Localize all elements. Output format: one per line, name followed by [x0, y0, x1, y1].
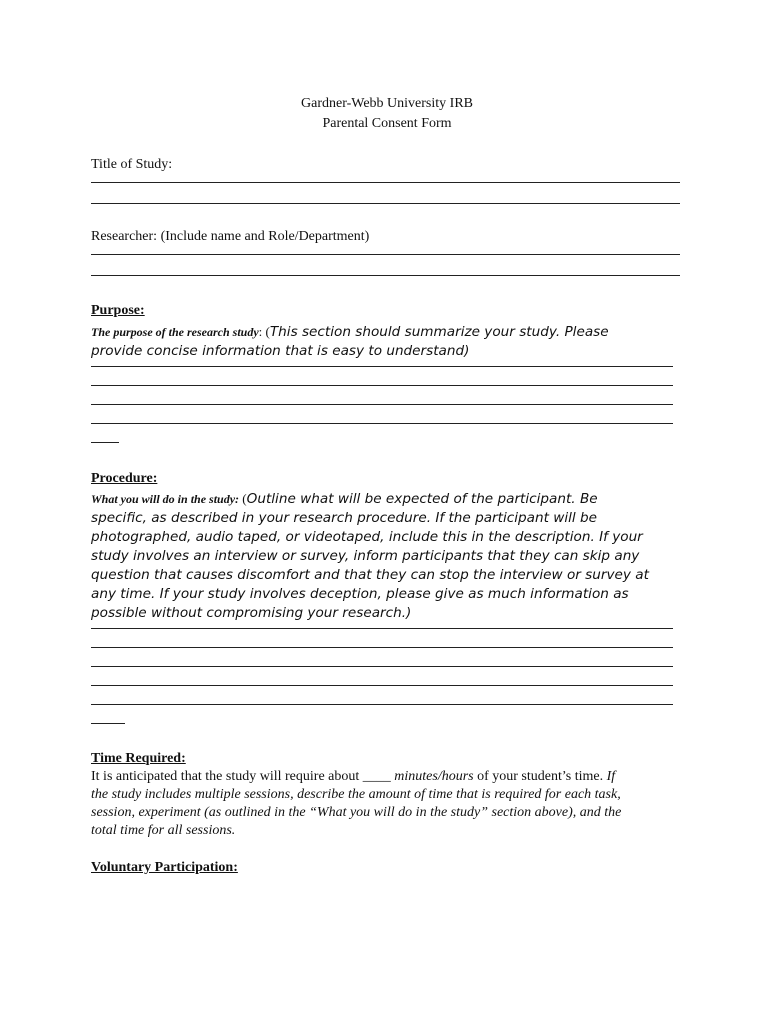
procedure-note-4: study involves an interview or survey, inform participants that they can skip any: [91, 548, 640, 564]
procedure-lines[interactable]: [91, 628, 683, 724]
time-required-heading: Time Required:: [91, 751, 186, 766]
procedure-lead-punct: (: [239, 491, 247, 506]
blank-line[interactable]: [91, 254, 680, 255]
procedure-note-1: Outline what will be expected of the participant. Be: [246, 491, 598, 507]
blank-line[interactable]: [91, 628, 673, 629]
purpose-note-line: [91, 322, 683, 342]
title-of-study-label: Title of Study:: [91, 157, 173, 172]
blank-line[interactable]: [91, 723, 125, 724]
blank-line[interactable]: [91, 423, 673, 424]
procedure-heading: Procedure:: [91, 471, 158, 486]
procedure-note-line: [91, 489, 683, 509]
procedure-lead: What you will do in the study:: [91, 492, 240, 506]
blank-line[interactable]: [91, 404, 673, 405]
time-required-text: [91, 768, 683, 840]
researcher-label: Researcher: (Include name and Role/Department): [91, 229, 370, 244]
blank-line[interactable]: [91, 366, 673, 367]
time-line-1: [91, 768, 683, 786]
time-text-units: minutes/hours: [394, 769, 474, 784]
time-line-4: total time for all sessions.: [91, 823, 236, 838]
time-line-3: session, experiment (as outlined in the “What you will do in the study” section above), and the: [91, 805, 622, 820]
blank-line[interactable]: [91, 666, 673, 667]
blank-line[interactable]: [91, 182, 680, 183]
purpose-lines[interactable]: [91, 366, 683, 443]
purpose-lead-punct: : (: [258, 324, 270, 339]
consent-form-page: [91, 94, 683, 877]
procedure-note-7: possible without compromising your research.): [91, 605, 412, 621]
time-text-a: It is anticipated that the study will require about ____: [91, 769, 395, 784]
procedure-note-5: question that causes discomfort and that they can stop the interview or survey at: [91, 567, 649, 583]
blank-line[interactable]: [91, 203, 680, 204]
purpose-note-2: provide concise information that is easy to understand): [91, 343, 470, 359]
time-text-d: If: [606, 769, 616, 784]
procedure-note-6: any time. If your study involves deception, please give as much information as: [91, 586, 629, 602]
procedure-note-2: specific, as described in your research procedure. If the participant will be: [91, 510, 597, 526]
blank-line[interactable]: [91, 442, 119, 443]
form-header: [91, 94, 683, 134]
purpose-lead: The purpose of the research study: [91, 325, 259, 339]
voluntary-participation-heading: Voluntary Participation:: [91, 860, 238, 875]
purpose-description: [91, 322, 683, 361]
blank-line[interactable]: [91, 275, 680, 276]
blank-line[interactable]: [91, 647, 673, 648]
blank-line[interactable]: [91, 385, 673, 386]
blank-line[interactable]: [91, 685, 673, 686]
purpose-note-1: This section should summarize your study. Please: [269, 324, 609, 340]
purpose-heading: Purpose:: [91, 303, 145, 318]
time-line-2: the study includes multiple sessions, describe the amount of time that is required for each task,: [91, 787, 621, 802]
researcher-lines[interactable]: [91, 254, 683, 276]
blank-line[interactable]: [91, 704, 673, 705]
form-title: Parental Consent Form: [322, 116, 452, 131]
university-title: Gardner-Webb University IRB: [301, 96, 473, 111]
title-of-study-lines[interactable]: [91, 182, 683, 204]
procedure-note-3: photographed, audio taped, or videotaped, include this in the description. If your: [91, 529, 643, 545]
time-text-c: of your student’s time.: [473, 769, 607, 784]
procedure-description: [91, 489, 683, 623]
